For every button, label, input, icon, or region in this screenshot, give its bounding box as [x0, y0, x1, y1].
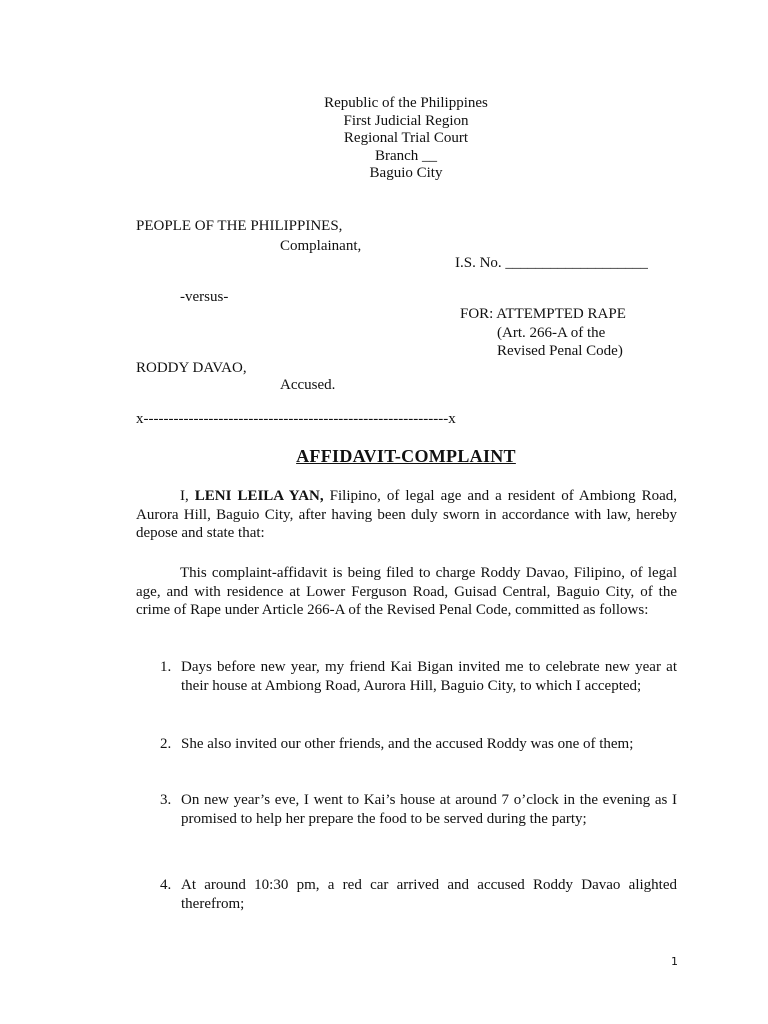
caption-versus: -versus- [180, 289, 229, 305]
statement-paragraph: This complaint-affidavit is being filed to charge Roddy Davao, Filipino, of legal age, and with residence at Lower Ferguson Road, Guisad Central, Baguio City, of the crime of Rape under Article 266-A of the Revised Penal Code, committed as follows: [136, 565, 677, 619]
document-title: AFFIDAVIT-COMPLAINT [296, 446, 516, 466]
intro-rest: Filipino, of legal age and a resident of Ambiong Road, Aurora Hill, Baguio City, after having been duly sworn in accordance with law, hereby depose and state that: [136, 488, 677, 542]
caption-accused: RODDY DAVAO, [136, 360, 247, 376]
header-court: Regional Trial Court [343, 130, 469, 147]
caption-plaintiff-role: Complainant, [280, 238, 362, 254]
list-item-number: 1. [160, 659, 172, 675]
offense-article-line-2: Revised Penal Code) [497, 343, 623, 359]
list-item-number: 2. [160, 736, 172, 752]
list-item-text: At around 10:30 pm, a red car arrived and accused Roddy Davao alighted therefrom; [181, 877, 677, 912]
caption-accused-role: Accused. [280, 377, 336, 393]
header-city: Baguio City [369, 165, 443, 182]
list-item-text: On new year’s eve, I went to Kai’s house at around 7 o’clock in the evening as I promised to help her prepare the food to be served during the party; [181, 792, 677, 827]
page-number: 1 [671, 955, 678, 968]
list-item-text: She also invited our other friends, and the accused Roddy was one of them; [181, 736, 634, 752]
intro-prefix: I, [180, 488, 195, 504]
header-judicial-region: First Judicial Region [343, 112, 469, 129]
intro-paragraph [136, 487, 677, 543]
offense-for: FOR: ATTEMPTED RAPE [460, 306, 626, 322]
list-item-number: 4. [160, 877, 172, 893]
caption-separator: x-------------------------------------------------------------x [136, 411, 456, 427]
offense-article-line-1: (Art. 266-A of the [497, 325, 606, 341]
header-branch: Branch __ [374, 147, 438, 164]
court-header [0, 95, 768, 183]
list-item-number: 3. [160, 792, 172, 808]
header-republic: Republic of the Philippines [324, 95, 488, 111]
caption-plaintiff: PEOPLE OF THE PHILIPPINES, [136, 218, 343, 234]
affiant-name: LENI LEILA YAN, [194, 488, 324, 504]
list-item-text: Days before new year, my friend Kai Bigan invited me to celebrate new year at their house at Ambiong Road, Aurora Hill, Baguio City, to which I accepted; [181, 659, 677, 694]
case-number-label: I.S. No. ___________________ [455, 255, 648, 271]
